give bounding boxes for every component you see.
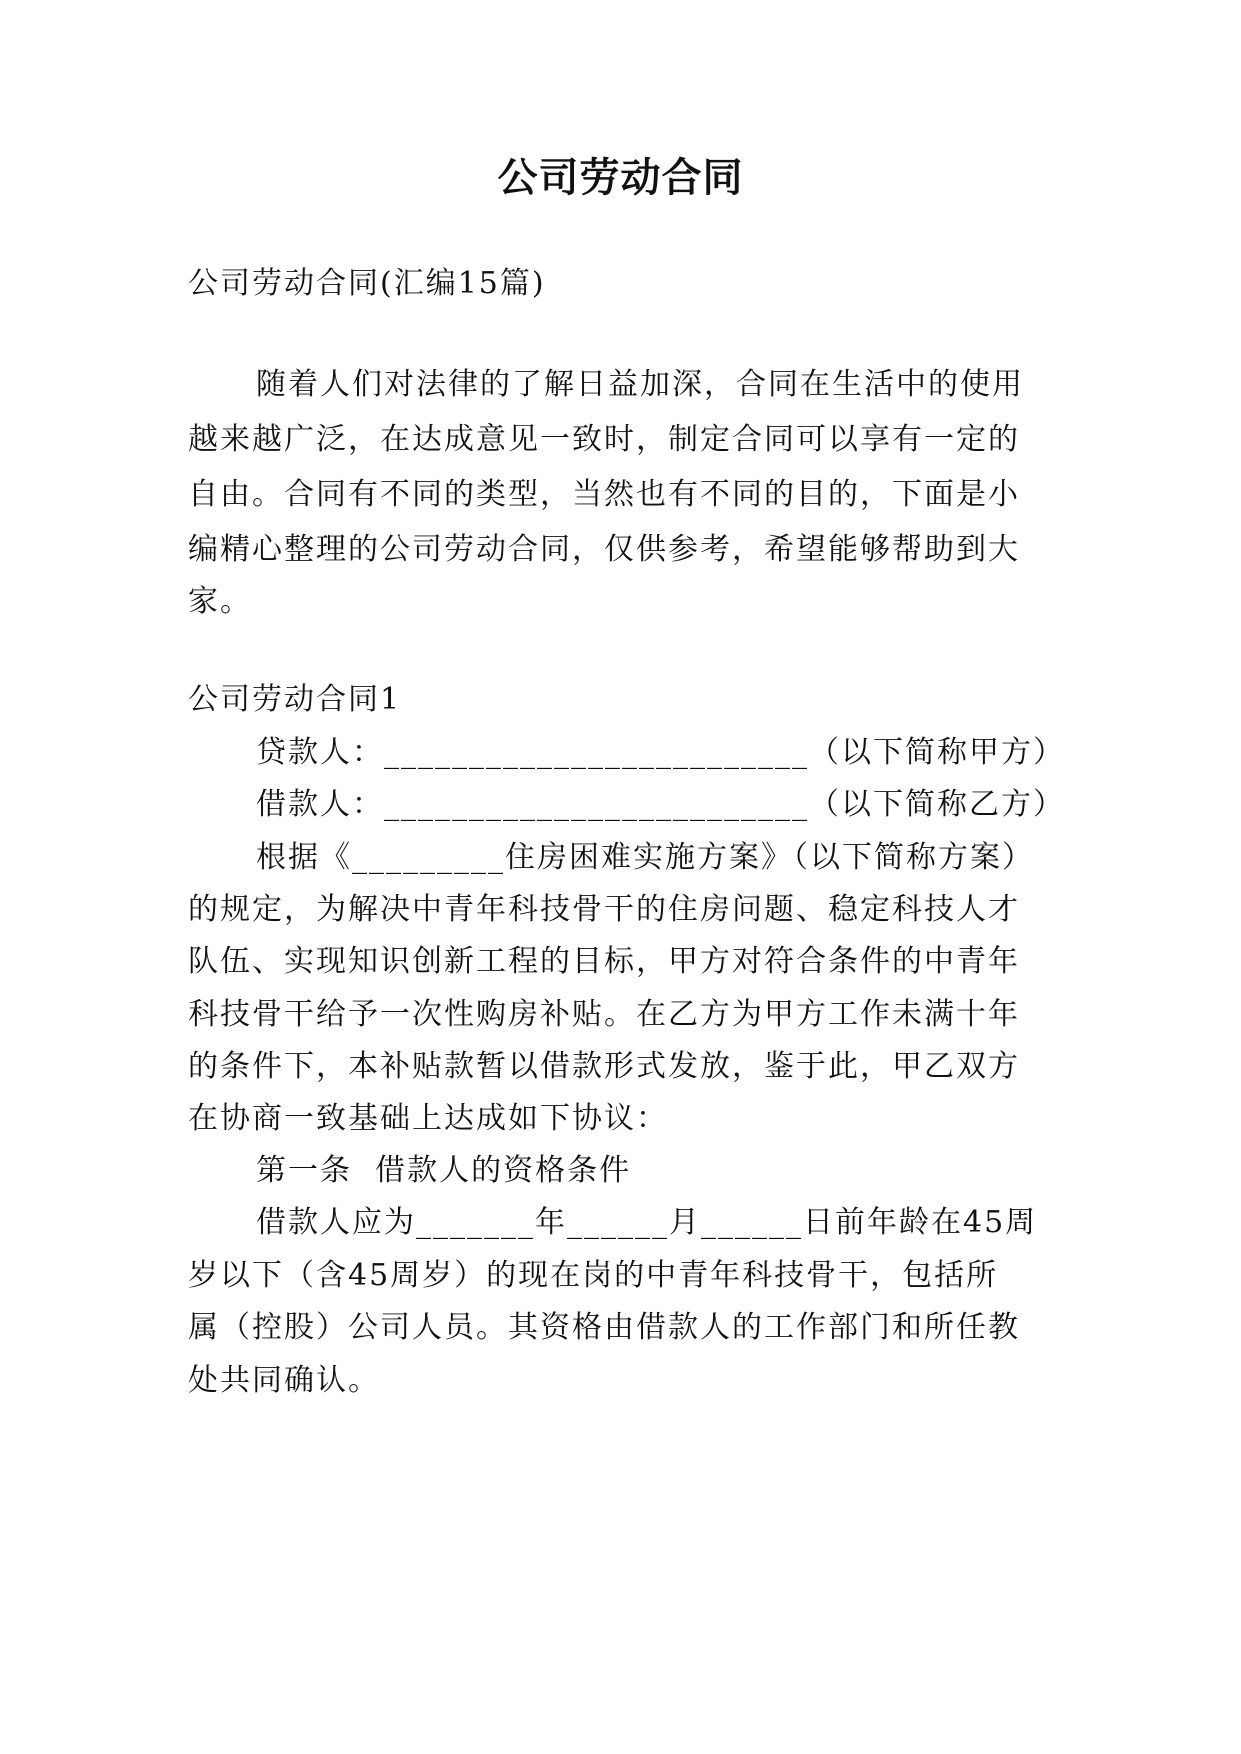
document-title: 公司劳动合同 [497, 155, 744, 201]
section-heading: 公司劳动合同1 [188, 682, 402, 717]
intro-line: 编精心整理的公司劳动合同，仅供参考，希望能够帮助到大 [188, 532, 1020, 567]
article-line: 岁以下（含45周岁）的现在岗的中青年科技骨干，包括所 [188, 1258, 999, 1293]
intro-line: 随着人们对法律的了解日益加深，合同在生活中的使用 [256, 367, 1024, 402]
article-line: 属（控股）公司人员。其资格由借款人的工作部门和所任教 [188, 1310, 1020, 1345]
borrower-line: 借款人：_________________________（以下简称乙方） [256, 787, 1065, 822]
intro-line: 家。 [188, 584, 252, 619]
intro-line: 自由。合同有不同的类型，当然也有不同的目的，下面是小 [188, 477, 1020, 512]
article-line: 借款人应为_______年______月______日前年龄在45周 [256, 1205, 1038, 1240]
document-subtitle: 公司劳动合同(汇编15篇) [188, 266, 546, 301]
article-heading: 第一条 借款人的资格条件 [256, 1153, 632, 1188]
basis-line: 队伍、实现知识创新工程的目标，甲方对符合条件的中青年 [188, 944, 1020, 979]
intro-line: 越来越广泛，在达成意见一致时，制定合同可以享有一定的 [188, 422, 1020, 457]
basis-line: 的规定，为解决中青年科技骨干的住房问题、稳定科技人才 [188, 892, 1020, 927]
basis-line: 根据《_________住房困难实施方案》（以下简称方案） [256, 840, 1034, 875]
lender-line: 贷款人：_________________________（以下简称甲方） [256, 735, 1065, 770]
basis-line: 科技骨干给予一次性购房补贴。在乙方为甲方工作未满十年 [188, 997, 1020, 1032]
basis-line: 的条件下，本补贴款暂以借款形式发放，鉴于此，甲乙双方 [188, 1049, 1020, 1084]
basis-line: 在协商一致基础上达成如下协议： [188, 1101, 668, 1136]
article-line: 处共同确认。 [188, 1363, 380, 1398]
